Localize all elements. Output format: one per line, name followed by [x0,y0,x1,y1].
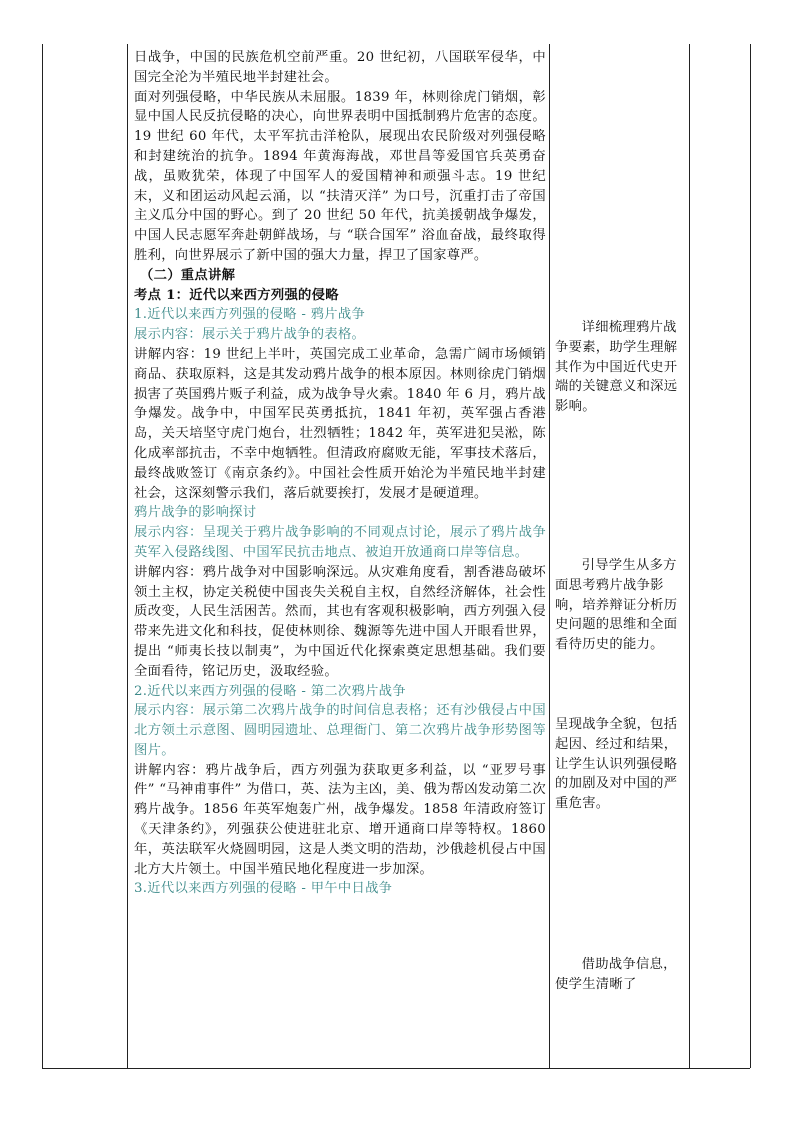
design-intent-cell [555,318,685,995]
display-content: 展示内容：展示第二次鸦片战争的时间信息表格；还有沙俄侵占中国北方领土示意图、圆明园遗址、总理衙门、第二次鸦片战争形势图等图片。 [134,703,546,758]
display-content: 展示内容：呈现关于鸦片战争影响的不同观点讨论，展示了鸦片战争英军入侵路线图、中国军民抗击地点、被迫开放通商口岸等信息。 [134,525,546,560]
design-note: 呈现战争全貌，包括起因、经过和结果，让学生认识列强侵略的加剧及对中国的严重危害。 [555,716,678,812]
table-column-divider [127,44,128,1068]
table-column-divider [549,44,550,1068]
teaching-content-cell [134,48,546,899]
paragraph: 日战争，中国的民族危机空前严重。20 世纪初，八国联军侵华，中国完全沦为半殖民地半封建社会。 [134,50,546,85]
subtopic-heading: 1.近代以来西方列强的侵略 - 鸦片战争 [134,307,366,323]
table-border-right [750,44,751,1068]
explanation-paragraph: 讲解内容：鸦片战争后，西方列强为获取更多利益，以 “亚罗号事件” “马神甫事件” 为借口，英、法为主凶，美、俄为帮凶发动第二次鸦片战争。1856 年英军炮轰广州，战争爆发。1858 年清政府签订《天津条约》，列强获公使进驻北京、增开通商口岸等特权。1860 年，英法联军火烧圆明园，这是人类文明的浩劫，沙俄趁机侵占中国北方大片领土。中国半殖民地化程度进一步加深。 [134,762,546,877]
subtopic-heading: 鸦片战争的影响探讨 [134,505,257,521]
paragraph: 面对列强侵略，中华民族从未屈服。1839 年，林则徐虎门销烟，彰显中国人民反抗侵略的决心，向世界表明中国抵制鸦片危害的态度。19 世纪 60 年代，太平军抗击洋枪队，展现出农民阶级对列强侵略和封建统治的抗争。1894 年黄海海战，邓世昌等爱国官兵英勇奋战，虽败犹荣，体现了中国军人的爱国精神和顽强斗志。19 世纪末，义和团运动风起云涌，以 “扶清灭洋” 为口号，沉重打击了帝国主义瓜分中国的野心。到了 20 世纪 50 年代，抗美援朝战争爆发，中国人民志愿军奔赴朝鲜战场，与 “联合国军” 浴血奋战，最终取得胜利，向世界展示了新中国的强大力量，捍卫了国家尊严。 [134,89,546,263]
design-note: 详细梳理鸦片战争要素，助学生理解其作为中国近代史开端的关键意义和深远影响。 [555,320,678,415]
table-border-bottom [42,1068,750,1069]
table-border-left [42,44,43,1068]
exam-point-heading: 考点 1：近代以来西方列强的侵略 [134,287,339,303]
display-content: 展示内容：展示关于鸦片战争的表格。 [134,327,366,343]
design-note: 引导学生从多方面思考鸦片战争影响，培养辩证分析历史问题的思维和全面看待历史的能力。 [555,557,678,653]
design-note: 借助战争信息，使学生清晰了 [555,956,677,992]
table-column-divider [689,44,690,1068]
explanation-paragraph: 讲解内容：19 世纪上半叶，英国完成工业革命，急需广阔市场倾销商品、获取原料，这是其发动鸦片战争的根本原因。林则徐虎门销烟损害了英国鸦片贩子利益，成为战争导火索。1840 年 6 月，鸦片战争爆发。战争中，中国军民英勇抵抗，1841 年初，英军强占香港岛，关天培坚守虎门炮台，壮烈牺牲；1842 年，英军进犯吴淞，陈化成率部抗击，不幸中炮牺牲。但清政府腐败无能，军事技术落后，最终战败签订《南京条约》。中国社会性质开始沦为半殖民地半封建社会，这深刻警示我们，落后就要挨打，发展才是硬道理。 [134,346,546,501]
subtopic-heading: 3.近代以来西方列强的侵略 - 甲午中日战争 [134,881,393,897]
subtopic-heading: 2.近代以来西方列强的侵略 - 第二次鸦片战争 [134,683,406,699]
section-heading: （二）重点讲解 [140,267,236,283]
explanation-paragraph: 讲解内容：鸦片战争对中国影响深远。从灾难角度看，割香港岛破坏领土主权，协定关税使中国丧失关税自主权，自然经济解体，社会性质改变，人民生活困苦。然而，其也有客观积极影响，西方列强入侵带来先进文化和科技，促使林则徐、魏源等先进中国人开眼看世界，提出 “师夷长技以制夷”，为中国近代化探索奠定思想基础。我们要全面看待，铭记历史，汲取经验。 [134,564,546,679]
